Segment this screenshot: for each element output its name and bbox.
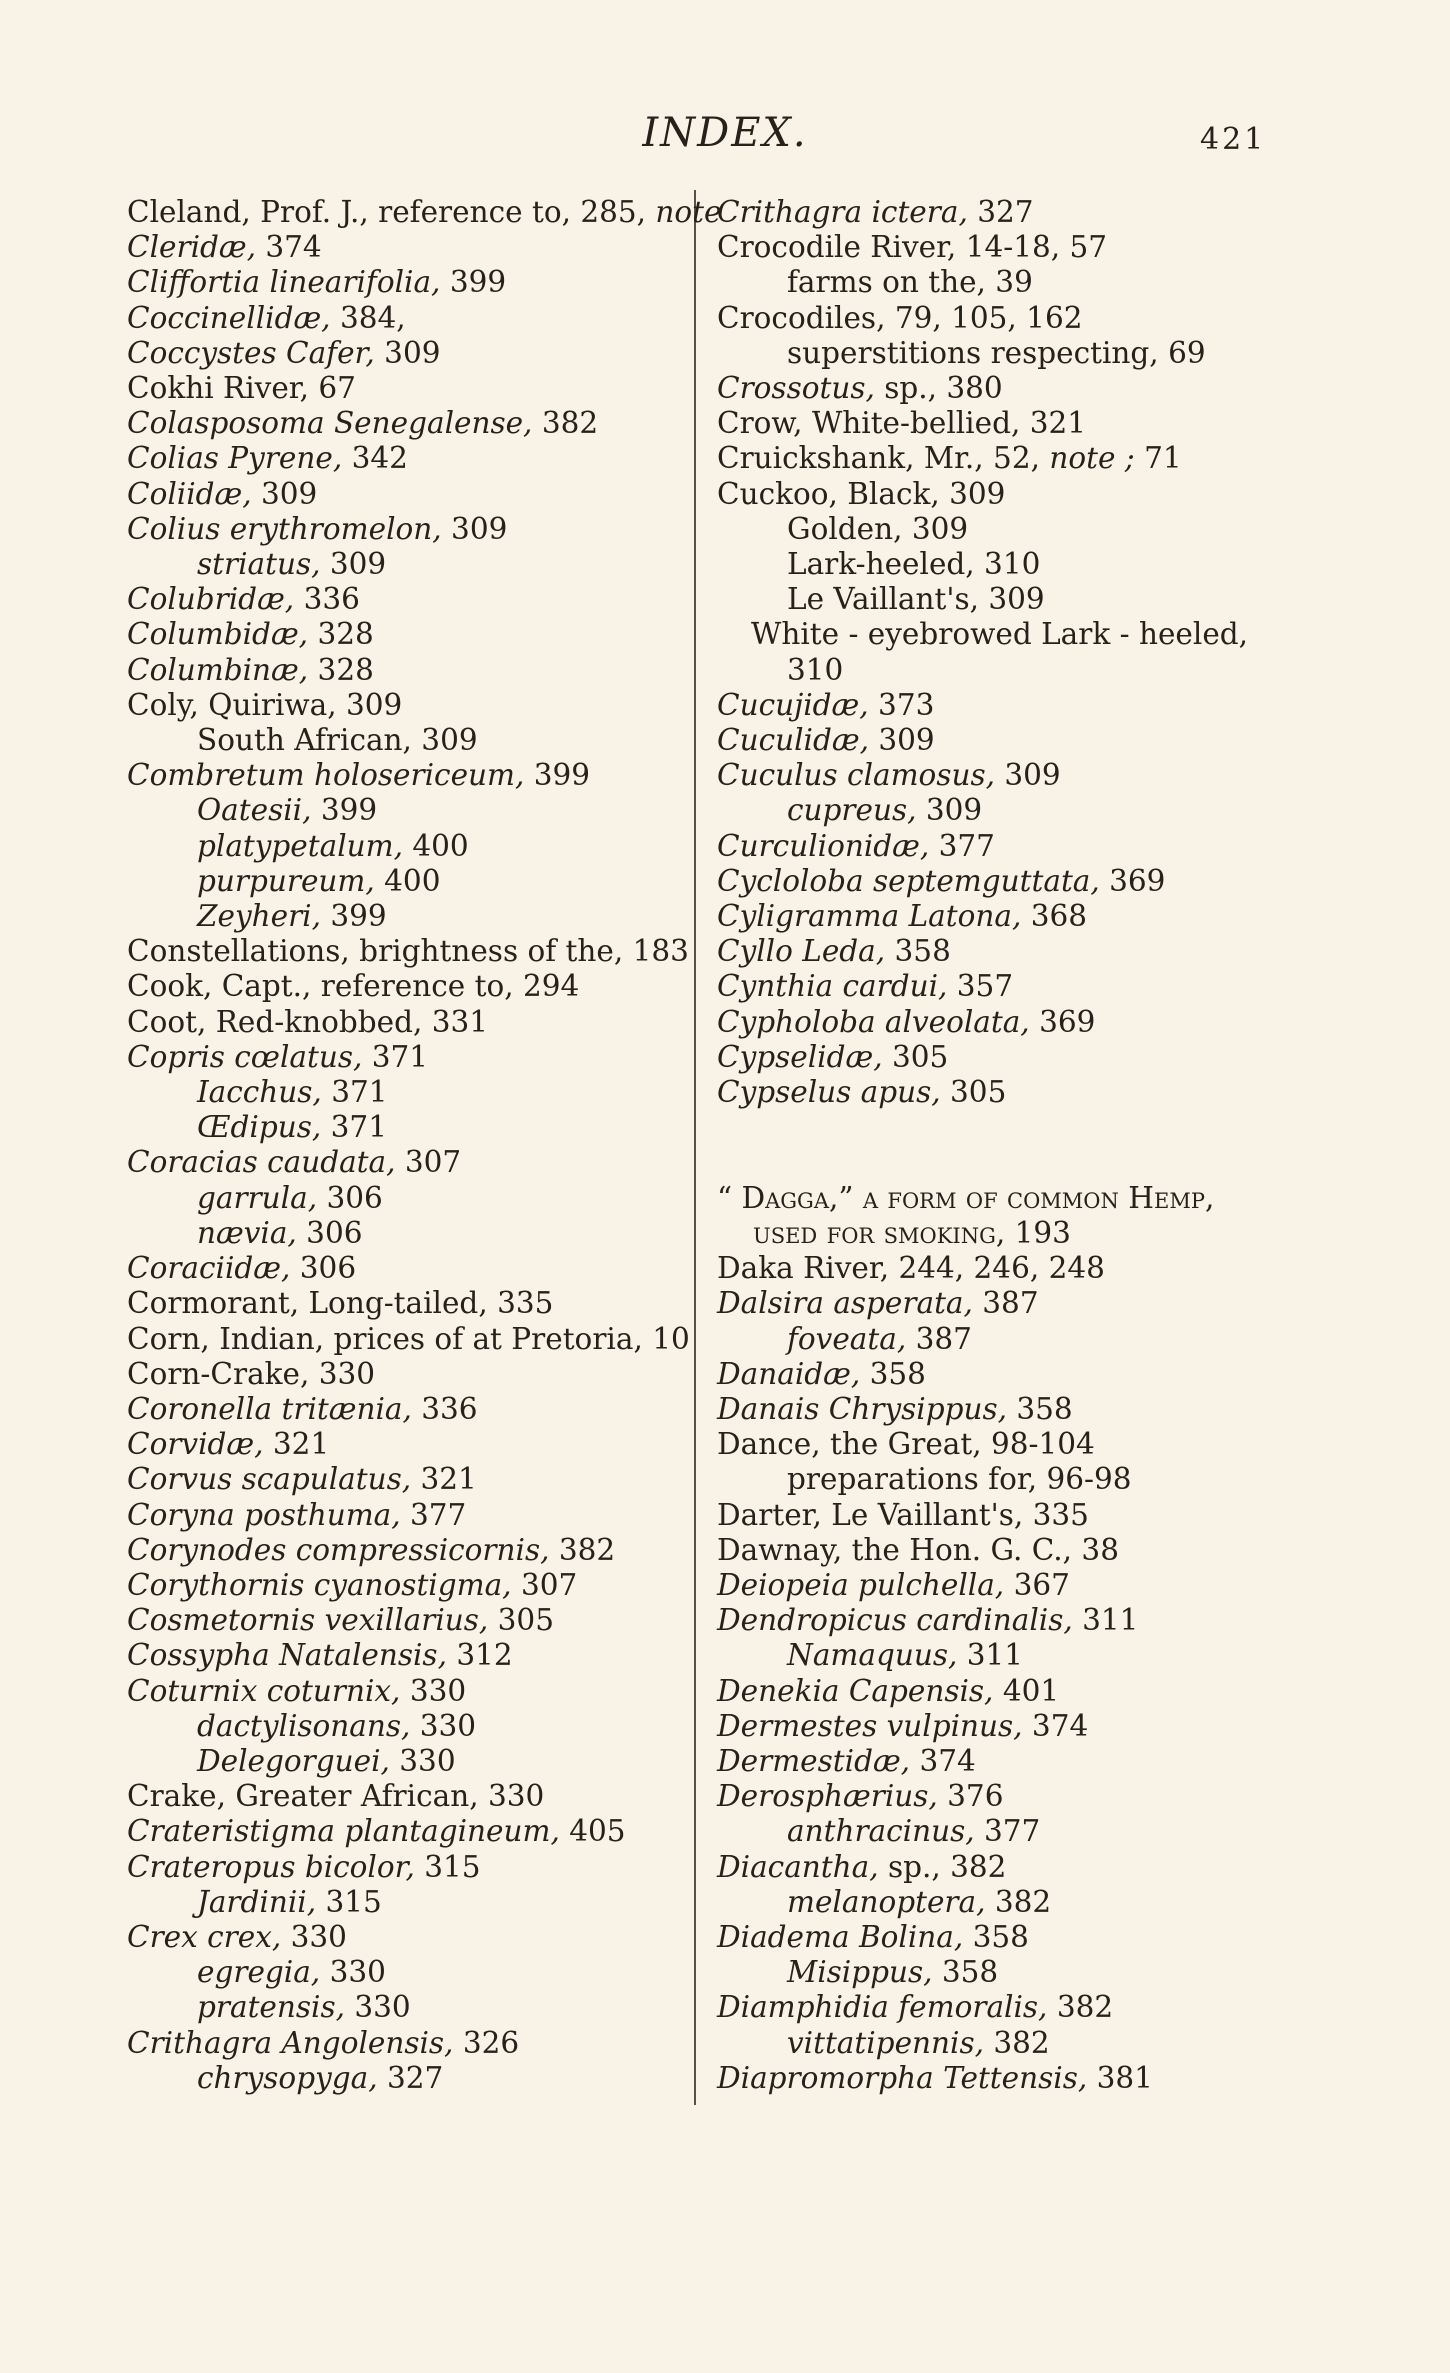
index-entry — [717, 1145, 1282, 1180]
entry-pages: 382 — [1047, 1990, 1114, 2025]
index-entry — [127, 547, 692, 582]
entry-term: preparations for, 96-98 — [787, 1462, 1132, 1497]
entry-term: Copris cœlatus, — [127, 1039, 363, 1074]
entry-pages: 382 — [985, 1884, 1052, 1919]
index-entry — [717, 2061, 1282, 2096]
entry-pages: 374 — [1022, 1708, 1089, 1743]
entry-pages: 400 — [403, 828, 469, 863]
index-entry — [717, 1955, 1282, 1990]
entry-term: Oatesii, — [197, 793, 312, 828]
index-entry — [127, 1990, 692, 2025]
index-entry — [127, 793, 692, 828]
entry-term: Dermestes vulpinus, — [717, 1708, 1023, 1743]
index-entry — [127, 512, 692, 547]
entry-term: pratensis, — [197, 1990, 345, 2025]
entry-pages: 358 — [932, 1955, 999, 1990]
index-entry — [127, 1110, 692, 1145]
entry-term: Cypholoba alveolata, — [717, 1004, 1030, 1039]
entry-pages: 330 — [400, 1673, 467, 1708]
entry-term: purpureum, — [197, 863, 375, 898]
entry-pages: 358 — [885, 934, 951, 969]
entry-term: nævia, — [197, 1215, 297, 1250]
entry-term: Coracias caudata, — [127, 1145, 396, 1180]
entry-pages: 309 — [916, 793, 983, 828]
index-entry — [717, 265, 1282, 300]
index-entry — [127, 1392, 692, 1427]
entry-pages: 382 — [532, 406, 599, 441]
entry-term: Cyllo Leda, — [717, 934, 886, 969]
index-entry — [717, 899, 1282, 934]
index-entry — [717, 1814, 1282, 1849]
entry-term: South African, 309 — [197, 723, 478, 758]
entry-pages: 377 — [929, 828, 995, 863]
entry-pages: 369 — [1029, 1004, 1096, 1039]
entry-term: Corynodes compressicornis, — [127, 1532, 550, 1567]
index-entry — [127, 1498, 692, 1533]
entry-term: Diadema Bolina, — [717, 1919, 964, 1954]
entry-term: Dalsira asperata, — [717, 1286, 973, 1321]
entry-term: Crex crex, — [127, 1919, 282, 1954]
index-entry — [717, 1744, 1282, 1779]
entry-term: Danais Chrysippus, — [717, 1391, 1007, 1426]
entry-pages: 330 — [389, 1743, 456, 1778]
entry-term: Cosmetornis vexillarius, — [127, 1603, 489, 1638]
entry-pages: sp., 380 — [874, 371, 1003, 406]
entry-term: Crocodiles, 79, 105, 162 — [717, 300, 1083, 335]
entry-pages: 371 — [321, 1075, 388, 1110]
index-entry — [127, 899, 692, 934]
index-entry — [717, 969, 1282, 1004]
entry-term: Zeyheri, — [197, 899, 321, 934]
index-entry — [127, 2061, 692, 2096]
entry-term: Lark-heeled, 310 — [787, 547, 1041, 582]
index-entry — [127, 1427, 692, 1462]
index-entry — [717, 1779, 1282, 1814]
index-entry — [717, 230, 1282, 265]
index-entry — [127, 301, 692, 336]
entry-term: Corn-Crake, 330 — [127, 1356, 376, 1391]
entry-term: Darter, Le Vaillant's, 335 — [717, 1497, 1089, 1532]
index-entry — [127, 864, 692, 899]
entry-term: Dance, the Great, 98-104 — [717, 1427, 1095, 1462]
entry-pages: 381 — [1087, 2060, 1153, 2095]
index-entry — [127, 265, 692, 300]
index-entry — [717, 864, 1282, 899]
entry-pages: 399 — [524, 758, 591, 793]
index-entry — [127, 1779, 692, 1814]
entry-term: egregia, — [197, 1955, 321, 1990]
entry-pages: 328 — [308, 652, 374, 687]
entry-pages: 382 — [983, 2025, 1050, 2060]
index-entry — [127, 1885, 692, 1920]
index-entry — [717, 2026, 1282, 2061]
entry-term: Constellations, brightness of the, 183 — [127, 934, 689, 969]
entry-term: Jardinii, — [197, 1884, 317, 1919]
entry-term: Colius erythromelon, — [127, 511, 442, 546]
index-entry — [127, 969, 692, 1004]
entry-pages: 311 — [1072, 1603, 1139, 1638]
index-entry — [127, 230, 692, 265]
entry-term: Coly, Quiriwa, 309 — [127, 687, 403, 722]
entry-pages: 309 — [320, 547, 387, 582]
page-number: 421 — [1200, 122, 1267, 157]
index-entry — [127, 1462, 692, 1497]
index-entry — [127, 829, 692, 864]
index-entry — [717, 336, 1282, 371]
index-entry — [717, 1181, 1282, 1251]
index-entry — [717, 1322, 1282, 1357]
index-entry — [127, 1251, 692, 1286]
entry-term: Cuckoo, Black, 309 — [717, 476, 1006, 511]
index-entry — [127, 1357, 692, 1392]
entry-pages: 400 — [374, 863, 441, 898]
entry-pages: 401 — [993, 1673, 1060, 1708]
entry-term: Cynthia cardui, — [717, 969, 948, 1004]
index-entry — [127, 582, 692, 617]
index-entry — [717, 793, 1282, 828]
entry-term: Cleridæ, — [127, 230, 256, 265]
entry-pages: 357 — [947, 969, 1014, 1004]
entry-pages: 369 — [1099, 863, 1166, 898]
entry-term: Columbidæ, — [127, 617, 309, 652]
index-entry — [717, 1357, 1282, 1392]
entry-pages: 384, — [330, 300, 406, 335]
entry-pages: 312 — [446, 1638, 513, 1673]
entry-term: Delegorguei, — [197, 1743, 390, 1778]
entry-pages: 328 — [308, 617, 374, 652]
index-entry — [717, 1850, 1282, 1885]
index-entry — [127, 1005, 692, 1040]
entry-term: White - eyebrowed Lark - heeled, 310 — [751, 617, 1249, 687]
index-entry — [717, 829, 1282, 864]
index-entry — [717, 1075, 1282, 1110]
index-entry — [717, 1638, 1282, 1673]
entry-pages: 305 — [882, 1039, 949, 1074]
entry-term: Cycloloba septemguttata, — [717, 863, 1100, 898]
entry-pages: 305 — [488, 1603, 554, 1638]
entry-pages: 309 — [868, 723, 935, 758]
index-entry — [127, 758, 692, 793]
index-entry — [717, 195, 1282, 230]
entry-pages: 309 — [441, 511, 508, 546]
index-entry — [127, 1955, 692, 1990]
entry-term: Coliidæ, — [127, 476, 252, 511]
index-entry — [717, 441, 1282, 476]
entry-term: Crossotus, — [717, 371, 875, 406]
entry-pages: 358 — [963, 1919, 1029, 1954]
index-entry — [127, 336, 692, 371]
entry-term: farms on the, 39 — [787, 265, 1033, 300]
entry-pages: 327 — [377, 2060, 444, 2095]
left-column — [127, 195, 722, 2096]
entry-term: anthracinus, — [787, 1814, 975, 1849]
entry-pages: 306 — [317, 1180, 383, 1215]
entry-term: Le Vaillant's, 309 — [787, 582, 1045, 617]
entry-term: Crithagra Angolensis, — [127, 2025, 454, 2060]
entry-term: Diacantha, — [717, 1849, 879, 1884]
entry-pages: 377 — [400, 1497, 467, 1532]
index-entry — [717, 1603, 1282, 1638]
entry-pages: 315 — [414, 1849, 481, 1884]
entry-term: Crateristigma plantagineum, — [127, 1814, 560, 1849]
index-entry — [717, 1427, 1282, 1462]
index-entry — [127, 1920, 692, 1955]
index-entry — [127, 1603, 692, 1638]
entry-term: dactylisonans, — [197, 1708, 411, 1743]
entry-pages: 399 — [321, 899, 387, 934]
index-entry — [717, 758, 1282, 793]
index-entry — [717, 512, 1282, 547]
index-entry — [717, 1533, 1282, 1568]
entry-pages: 71 — [1134, 441, 1182, 476]
index-entry — [127, 1638, 692, 1673]
entry-term: platypetalum, — [197, 828, 403, 863]
entry-term: Crithagra ictera, — [717, 195, 968, 229]
entry-pages: 326 — [453, 2025, 520, 2060]
entry-term: Œdipus, — [197, 1110, 322, 1145]
index-entry — [717, 1674, 1282, 1709]
entry-term: Corythornis cyanostigma, — [127, 1567, 512, 1602]
index-entry — [717, 723, 1282, 758]
entry-term: Daka River, 244, 246, 248 — [717, 1251, 1105, 1286]
entry-term: Coccinellidæ, — [127, 300, 331, 335]
entry-pages: 377 — [974, 1814, 1041, 1849]
entry-pages: 358 — [1006, 1391, 1073, 1426]
entry-pages: 387 — [906, 1321, 972, 1356]
entry-term: striatus, — [197, 547, 321, 582]
index-entry — [717, 1920, 1282, 1955]
index-entry — [127, 195, 722, 230]
entry-term: Coturnix coturnix, — [127, 1673, 401, 1708]
entry-pages: 309 — [374, 335, 441, 370]
entry-term: Denekia Capensis, — [717, 1673, 994, 1708]
entry-pages: 321 — [411, 1462, 477, 1497]
index-entry — [717, 617, 1282, 687]
index-entry — [127, 653, 692, 688]
entry-term: Cucujidæ, — [717, 687, 869, 722]
index-entry — [717, 1885, 1282, 1920]
entry-term: Corvidæ, — [127, 1427, 264, 1462]
entry-term: Coraciidæ, — [127, 1251, 291, 1286]
entry-pages: 309 — [251, 476, 318, 511]
index-entry — [717, 1462, 1282, 1497]
index-entry — [127, 1744, 692, 1779]
entry-pages: 358 — [860, 1356, 926, 1391]
entry-term: Colubridæ, — [127, 582, 295, 617]
entry-term: Deiopeia pulchella, — [717, 1567, 1005, 1602]
entry-term: vittatipennis, — [787, 2025, 984, 2060]
entry-pages: 306 — [290, 1251, 357, 1286]
entry-pages: 330 — [410, 1708, 477, 1743]
entry-note: note ; — [1049, 441, 1135, 476]
entry-term: Cuculus clamosus, — [717, 758, 995, 793]
entry-pages: 399 — [440, 265, 507, 300]
entry-term: Cleland, Prof. J., reference to, 285, — [127, 195, 656, 229]
entry-term: Golden, 309 — [787, 511, 969, 546]
entry-pages: 311 — [957, 1638, 1024, 1673]
entry-term: Misippus, — [787, 1955, 933, 1990]
entry-term: Cook, Capt., reference to, 294 — [127, 969, 580, 1004]
index-entry — [717, 406, 1282, 441]
index-entry — [127, 1181, 692, 1216]
index-entry — [127, 1674, 692, 1709]
entry-pages: sp., 382 — [878, 1849, 1007, 1884]
index-entry — [127, 723, 692, 758]
page-title: INDEX. — [642, 110, 808, 156]
index-entry — [717, 1709, 1282, 1744]
entry-pages: 336 — [294, 582, 360, 617]
index-entry — [127, 1216, 692, 1251]
entry-term: Danaidæ, — [717, 1356, 861, 1391]
index-entry — [127, 441, 692, 476]
entry-pages: 327 — [967, 195, 1034, 229]
index-entry — [717, 1990, 1282, 2025]
index-entry — [127, 477, 692, 512]
entry-term: Coryna posthuma, — [127, 1497, 401, 1532]
entry-term: Cossypha Natalensis, — [127, 1638, 447, 1673]
entry-term: Cruickshank, Mr., 52, — [717, 441, 1050, 476]
entry-pages: 307 — [511, 1567, 578, 1602]
index-entry — [127, 406, 692, 441]
entry-term: Cuculidæ, — [717, 723, 869, 758]
entry-pages: 387 — [972, 1286, 1039, 1321]
entry-term: superstitions respecting, 69 — [787, 335, 1206, 370]
entry-term: Cyligramma Latona, — [717, 899, 1022, 934]
index-entry — [127, 1533, 692, 1568]
index-entry — [717, 1005, 1282, 1040]
entry-pages: 405 — [559, 1814, 626, 1849]
entry-pages: 374 — [256, 230, 322, 265]
index-entry — [717, 301, 1282, 336]
entry-pages: 321 — [263, 1427, 330, 1462]
entry-term: Colasposoma Senegalense, — [127, 406, 533, 441]
column-divider — [694, 190, 696, 2105]
index-entry — [127, 1814, 692, 1849]
entry-note: note — [655, 195, 722, 229]
index-entry — [717, 688, 1282, 723]
entry-term: Iacchus, — [197, 1075, 322, 1110]
entry-pages: 371 — [362, 1039, 429, 1074]
entry-term: Colias Pyrene, — [127, 441, 343, 476]
entry-term: cupreus, — [787, 793, 917, 828]
entry-term: Corvus scapulatus, — [127, 1462, 412, 1497]
entry-pages: 305 — [940, 1075, 1007, 1110]
entry-pages: 336 — [411, 1391, 478, 1426]
entry-pages: 306 — [296, 1215, 363, 1250]
entry-term: Crateropus bicolor, — [127, 1849, 415, 1884]
index-entry — [127, 688, 692, 723]
entry-pages: 373 — [868, 687, 935, 722]
entry-term: Combretum holosericeum, — [127, 758, 525, 793]
entry-pages: 309 — [994, 758, 1061, 793]
entry-term: Corn, Indian, prices of at Pretoria, 10 — [127, 1321, 690, 1356]
index-entry — [127, 1145, 692, 1180]
entry-term: Cypselus apus, — [717, 1075, 941, 1110]
entry-pages: 368 — [1021, 899, 1088, 934]
entry-pages: 342 — [342, 441, 408, 476]
entry-term: Columbinæ, — [127, 652, 309, 687]
index-entry — [127, 1040, 692, 1075]
entry-term: garrula, — [197, 1180, 318, 1215]
right-column — [717, 195, 1282, 2096]
entry-term: chrysopyga, — [197, 2060, 378, 2095]
entry-term: Diamphidia femoralis, — [717, 1990, 1048, 2025]
entry-term: Cokhi River, 67 — [127, 371, 356, 406]
index-entry — [717, 1392, 1282, 1427]
entry-pages: 330 — [281, 1919, 347, 1954]
entry-term: Dendropicus cardinalis, — [717, 1603, 1073, 1638]
entry-term: Dermestidæ, — [717, 1743, 911, 1778]
entry-term: Crake, Greater African, 330 — [127, 1779, 545, 1814]
index-entry — [717, 1251, 1282, 1286]
index-entry — [717, 1498, 1282, 1533]
entry-pages: 376 — [937, 1779, 1004, 1814]
index-entry — [127, 371, 692, 406]
index-entry — [717, 1040, 1282, 1075]
entry-pages: 399 — [311, 793, 378, 828]
entry-term: Crocodile River, 14-18, 57 — [717, 230, 1108, 265]
entry-term: Coot, Red-knobbed, 331 — [127, 1004, 489, 1039]
entry-pages: 330 — [344, 1990, 411, 2025]
entry-term: Crow, White-bellied, 321 — [717, 406, 1087, 441]
entry-term: Coronella tritænia, — [127, 1391, 412, 1426]
entry-pages: 367 — [1004, 1567, 1070, 1602]
entry-pages: 315 — [316, 1884, 382, 1919]
index-entry — [127, 617, 692, 652]
index-entry — [717, 582, 1282, 617]
entry-term: foveata, — [787, 1321, 907, 1356]
index-entry — [717, 477, 1282, 512]
index-entry — [127, 1322, 692, 1357]
entry-term: Coccystes Cafer, — [127, 335, 375, 370]
index-entry — [127, 2026, 692, 2061]
entry-term: Derosphærius, — [717, 1779, 938, 1814]
entry-term: Cliffortia linearifolia, — [127, 265, 441, 300]
entry-term: “ Dagga,” a form of common Hemp, used for smoking, 193 — [717, 1180, 1215, 1250]
entry-term: Dawnay, the Hon. G. C., 38 — [717, 1532, 1119, 1567]
index-entry — [717, 371, 1282, 406]
index-entry — [717, 934, 1282, 969]
entry-term: Namaquus, — [787, 1638, 958, 1673]
index-entry — [717, 547, 1282, 582]
entry-term: Curculionidæ, — [717, 828, 930, 863]
index-entry — [717, 1568, 1282, 1603]
entry-term: Cypselidæ, — [717, 1039, 883, 1074]
index-entry — [717, 1110, 1282, 1145]
entry-pages: 371 — [321, 1110, 387, 1145]
entry-term: melanoptera, — [787, 1884, 986, 1919]
entry-pages: 330 — [320, 1955, 386, 1990]
index-entry — [127, 934, 692, 969]
index-entry — [127, 1709, 692, 1744]
index-entry — [127, 1568, 692, 1603]
index-entry — [717, 1286, 1282, 1321]
index-entry — [127, 1075, 692, 1110]
entry-pages: 382 — [549, 1532, 616, 1567]
index-entry — [127, 1850, 692, 1885]
entry-pages: 307 — [395, 1145, 462, 1180]
entry-term: Cormorant, Long-tailed, 335 — [127, 1286, 554, 1321]
entry-term: Diapromorpha Tettensis, — [717, 2060, 1088, 2095]
index-entry — [127, 1286, 692, 1321]
entry-pages: 374 — [910, 1743, 976, 1778]
